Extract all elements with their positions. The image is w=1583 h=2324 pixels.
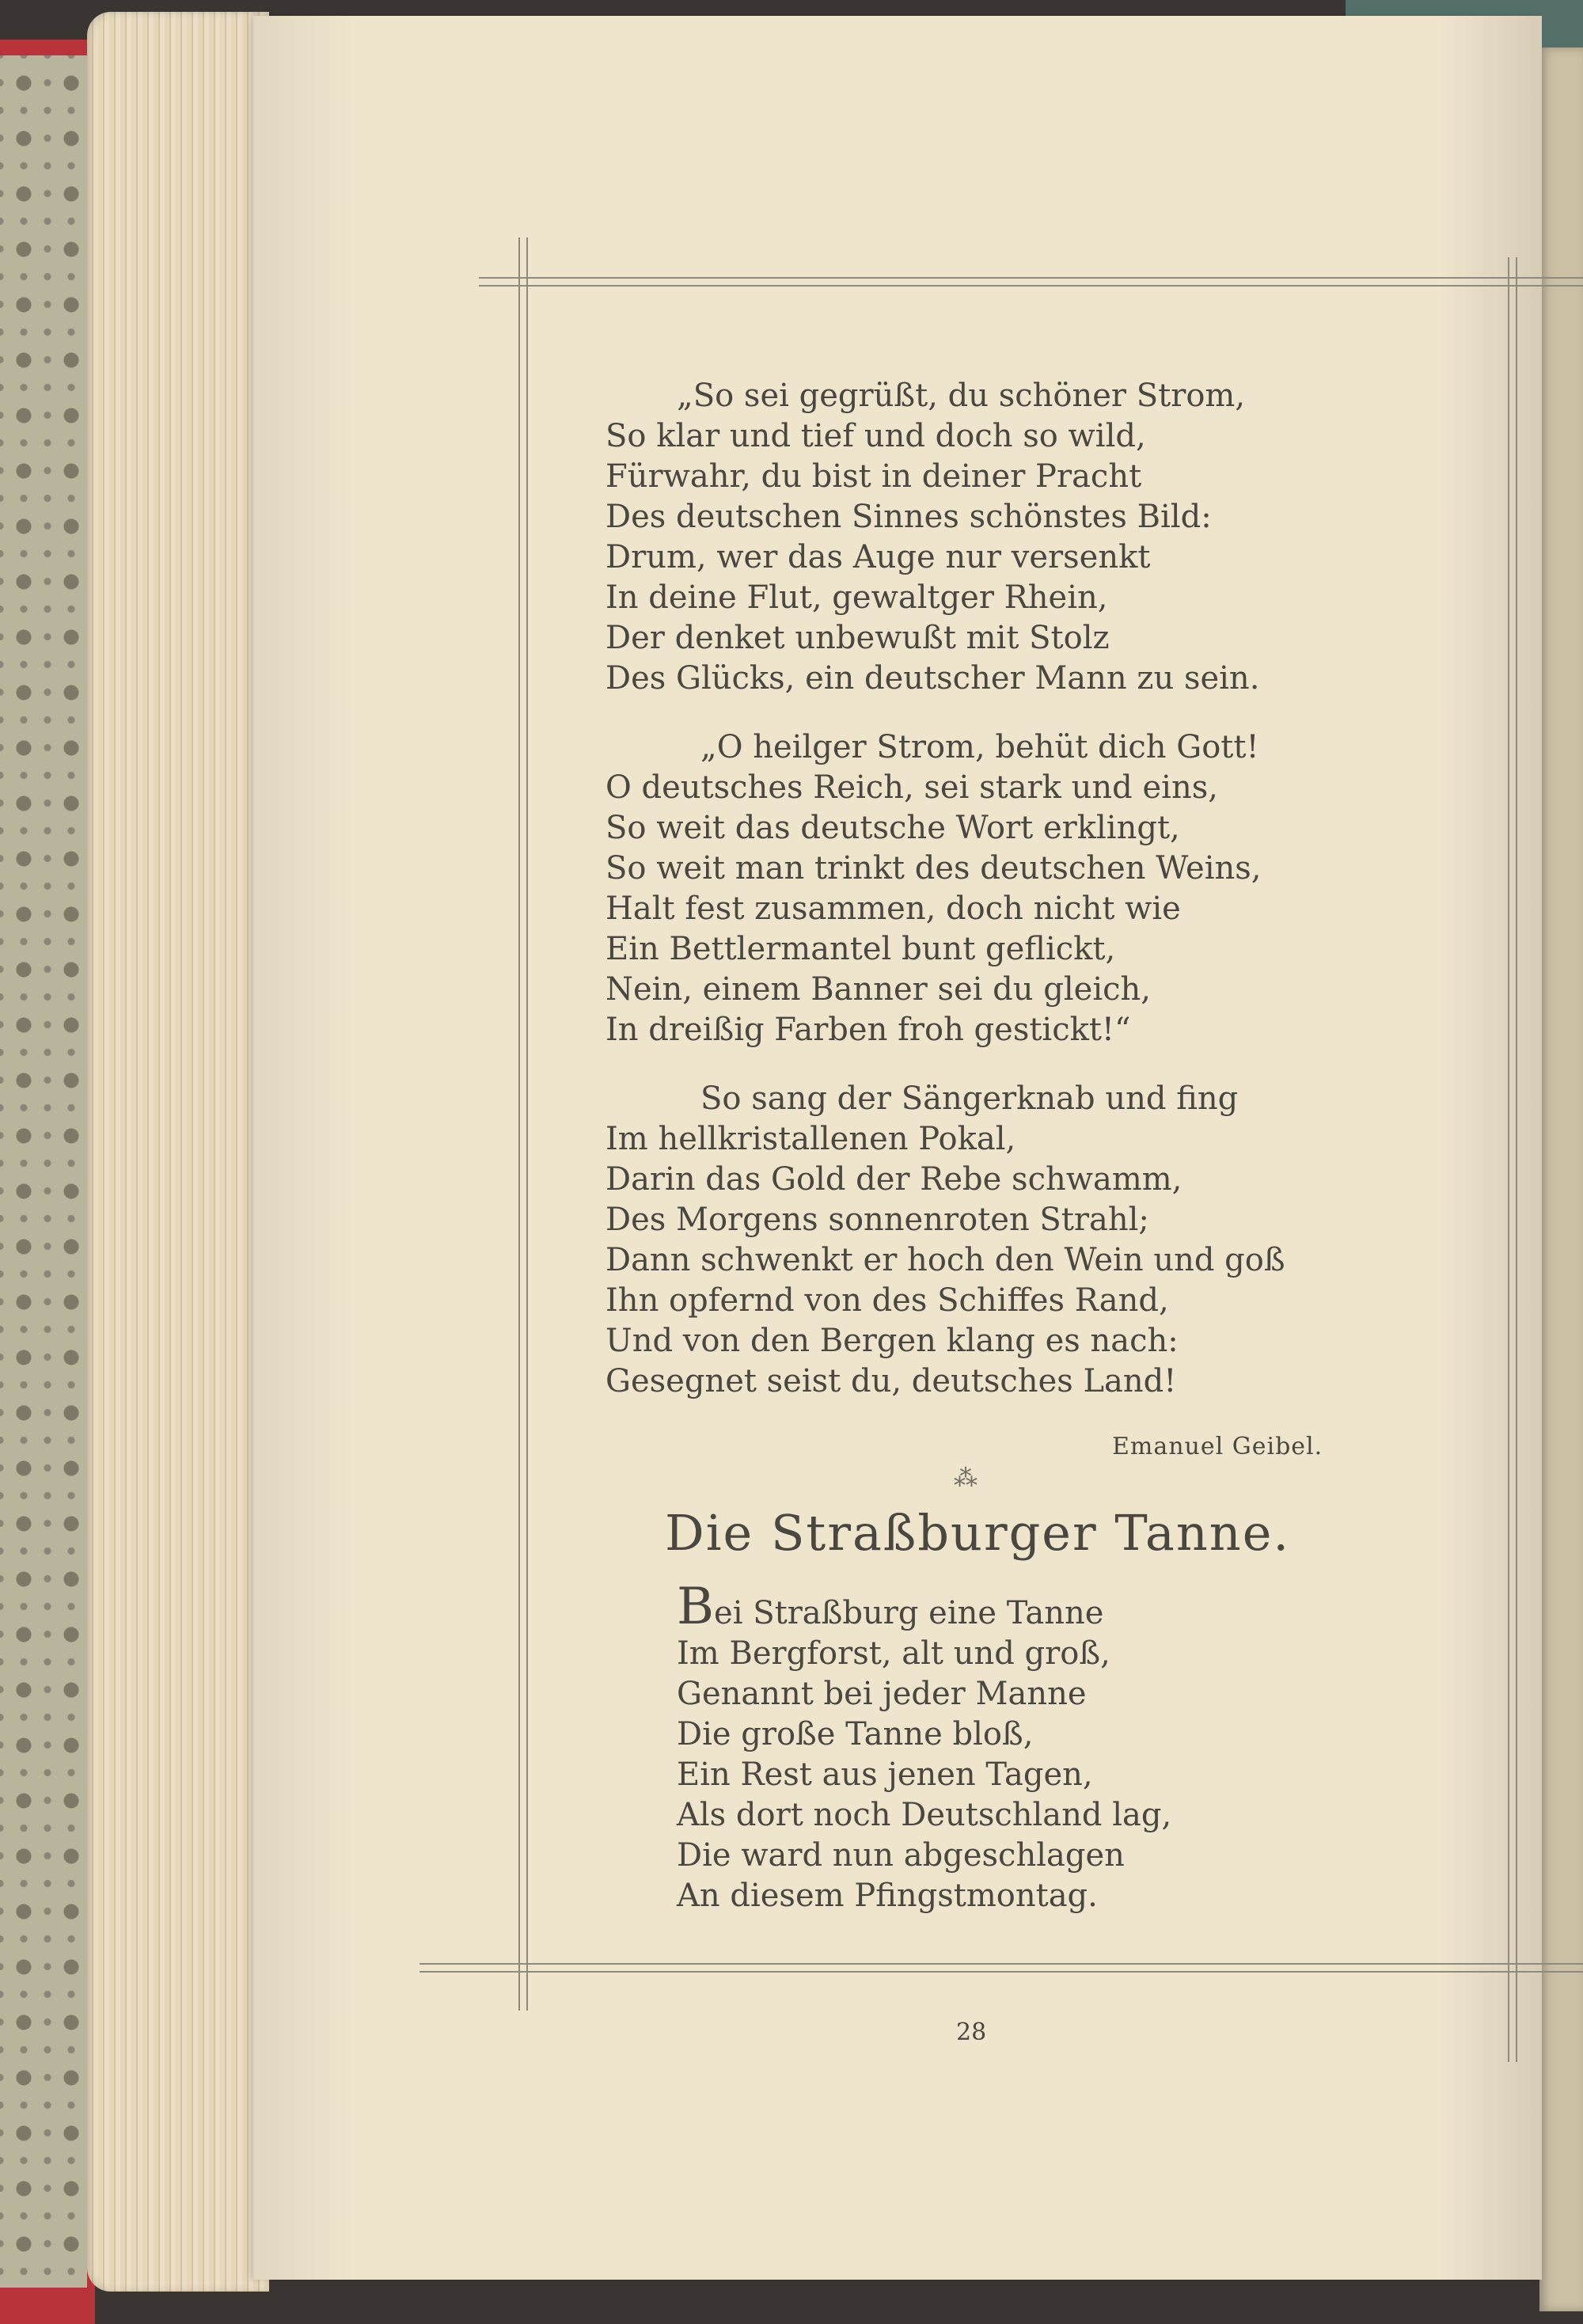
decorative-endpaper [0, 55, 87, 2288]
stanza-1 [605, 376, 1285, 699]
poem-strasbourg-fir [677, 1578, 1172, 1916]
poem-line: So weit das deutsche Wort erklingt, [605, 810, 1180, 846]
stanza-3 [605, 1079, 1285, 1402]
poem-line: Dann schwenkt er hoch den Wein und goß [605, 1242, 1285, 1278]
poem-line: Des Glücks, ein deutscher Mann zu sein. [605, 660, 1260, 697]
poem-line: Fürwahr, du bist in deiner Pracht [605, 458, 1142, 495]
poem-line: „O heilger Strom, behüt dich Gott! [700, 729, 1259, 765]
poem-title: Die Straßburger Tanne. [665, 1504, 1291, 1562]
poem-line: Im hellkristallenen Pokal, [605, 1121, 1016, 1157]
poem-line: In dreißig Farben froh gestickt!“ [605, 1012, 1131, 1048]
poem-line: An diesem Pfingstmontag. [677, 1878, 1098, 1914]
author-signature: Emanuel Geibel. [1112, 1433, 1323, 1460]
section-ornament: ⁂ [954, 1464, 978, 1492]
poem-line: Die ward nun abgeschlagen [677, 1837, 1125, 1874]
poem-line: Nein, einem Banner sei du gleich, [605, 971, 1152, 1008]
page-edges-stack [87, 12, 269, 2292]
poem-line: Drum, wer das Auge nur versenkt [605, 539, 1151, 575]
poem-line: In deine Flut, gewaltger Rhein, [605, 579, 1108, 616]
bottom-border-rule [419, 1963, 1583, 1973]
poem-line: „So sei gegrüßt, du schöner Strom, [677, 378, 1246, 414]
poem-line: Genannt bei jeder Manne [677, 1676, 1087, 1712]
poem-line: So klar und tief und doch so wild, [605, 418, 1146, 454]
poem-line: So sang der Sängerknab und fing [700, 1080, 1239, 1117]
stanza-2 [605, 727, 1285, 1050]
poem-first-line [677, 1578, 1171, 1636]
poem-line: Darin das Gold der Rebe schwamm, [605, 1161, 1183, 1198]
left-border-rule [518, 237, 528, 2011]
poem-line: Und von den Bergen klang es nach: [605, 1323, 1179, 1359]
right-border-rule [1508, 257, 1517, 2062]
poem-line: So weit man trinkt des deutschen Weins, [605, 850, 1262, 887]
poem-line: Ein Rest aus jenen Tagen, [677, 1756, 1093, 1793]
poem-rhine [605, 376, 1285, 1430]
poem-line: Die große Tanne bloß, [677, 1716, 1034, 1752]
poem-line: O deutsches Reich, sei stark und eins, [605, 769, 1218, 806]
poem-line: Als dort noch Deutschland lag, [677, 1797, 1172, 1833]
drop-cap: B [677, 1578, 715, 1636]
poem-line: Des deutschen Sinnes schönstes Bild: [605, 499, 1212, 535]
poem-line: Ihn opfernd von des Schiffes Rand, [605, 1282, 1169, 1319]
poem-line: ei Straßburg eine Tanne [714, 1595, 1104, 1631]
poem-line: Im Bergforst, alt und groß, [677, 1635, 1110, 1672]
poem-line: Ein Bettlermantel bunt geflickt, [605, 931, 1116, 967]
poem-line: Der denket unbewußt mit Stolz [605, 620, 1110, 656]
book-page [253, 16, 1542, 2280]
top-border-rule [479, 277, 1583, 287]
poem-line: Gesegnet seist du, deutsches Land! [605, 1363, 1177, 1399]
poem-line: Halt fest zusammen, doch nicht wie [605, 890, 1181, 927]
page-number: 28 [956, 2018, 987, 2046]
poem-line: Des Morgens sonnenroten Strahl; [605, 1202, 1149, 1238]
